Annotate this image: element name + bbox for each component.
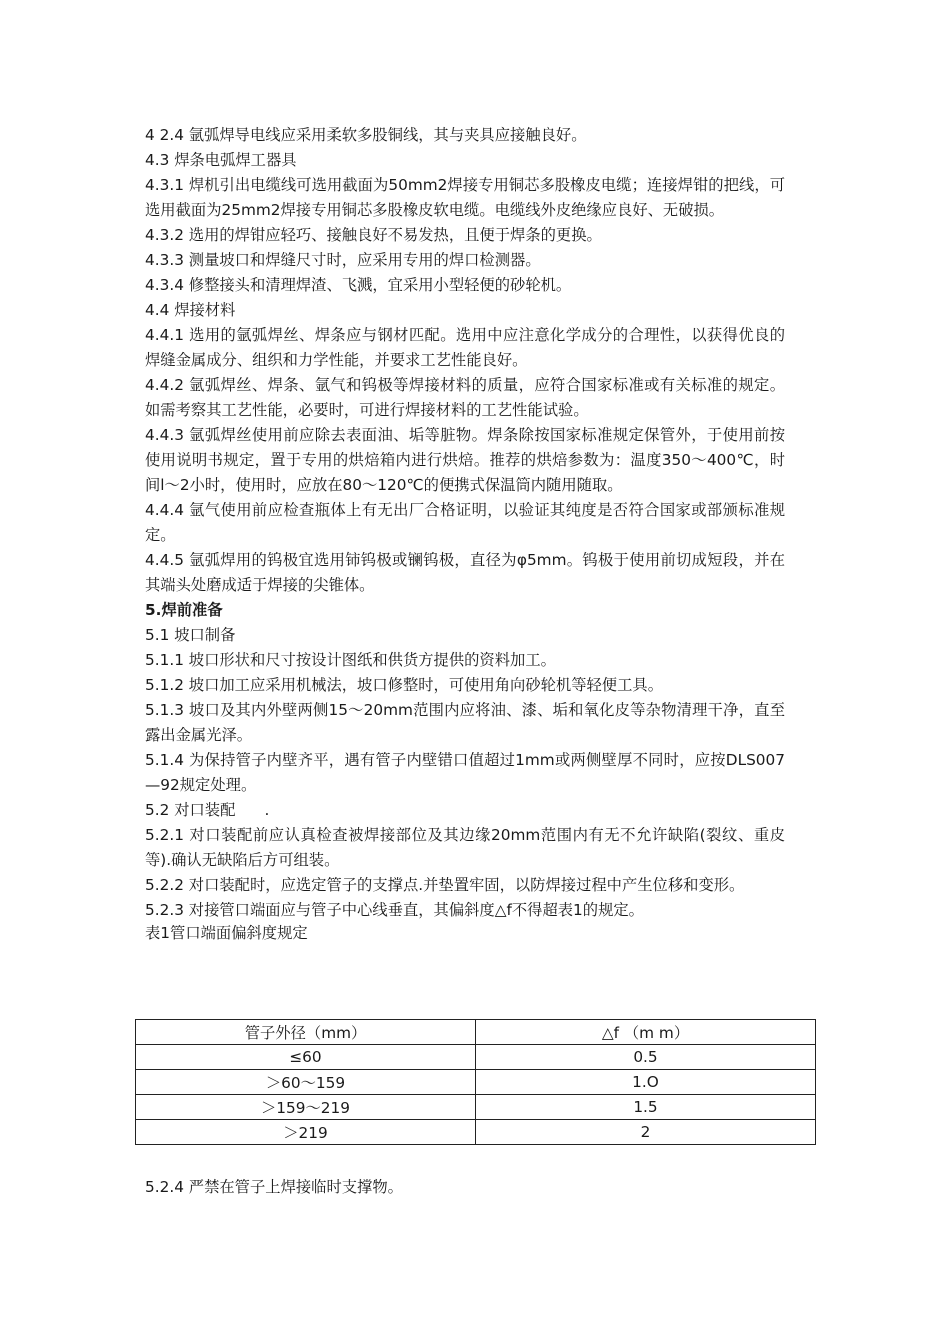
- after-table-block: [145, 1175, 403, 1200]
- table-cell: 0.5: [476, 1045, 816, 1070]
- paragraph-4-4-1: 4.4.1 选用的氩弧焊丝、焊条应与钢材匹配。选用中应注意化学成分的合理性，以获得优良的焊缝金属成分、组织和力学性能，并要求工艺性能良好。: [145, 326, 785, 369]
- column-header-outer-diameter: 管子外径（mm）: [136, 1020, 476, 1045]
- paragraph-4-3-4: 4.3.4 修整接头和清理焊渣、飞溅，宜采用小型轻便的砂轮机。: [145, 276, 572, 294]
- paragraph-5-2-2: 5.2.2 对口装配时，应选定管子的支撑点.并垫置牢固，以防焊接过程中产生位移和变形。: [145, 876, 745, 894]
- table-row: [136, 1045, 816, 1070]
- table-cell: 1.5: [476, 1095, 816, 1120]
- table-cell: 2: [476, 1120, 816, 1145]
- table-caption: 表1管口端面偏斜度规定: [145, 924, 308, 942]
- table-row: [136, 1120, 816, 1145]
- paragraph-4-4-2: 4.4.2 氩弧焊丝、焊条、氩气和钨极等焊接材料的质量，应符合国家标准或有关标准的规定。如需考察其工艺性能，必要时，可进行焊接材料的工艺性能试验。: [145, 376, 785, 419]
- section-heading-5: 5.焊前准备: [145, 601, 223, 619]
- table-cell: ＞60～159: [136, 1070, 476, 1095]
- table-cell: ＞219: [136, 1120, 476, 1145]
- table-row: [136, 1095, 816, 1120]
- paragraph-5-2-4: 5.2.4 严禁在管子上焊接临时支撑物。: [145, 1178, 403, 1196]
- paragraph-5-1-1: 5.1.1 坡口形状和尺寸按设计图纸和供货方提供的资料加工。: [145, 651, 556, 669]
- paragraph-4-3-1: 4.3.1 焊机引出电缆线可选用截面为50mm2焊接专用铜芯多股橡皮电缆；连接焊钳的把线，可选用截面为25mm2焊接专用铜芯多股橡皮软电缆。电缆线外皮绝缘应良好、无破损。: [145, 176, 785, 219]
- table-cell: ≤60: [136, 1045, 476, 1070]
- heading-4-4: 4.4 焊接材料: [145, 301, 236, 319]
- heading-5-1: 5.1 坡口制备: [145, 626, 236, 644]
- heading-5-2: 5.2 对口装配 .: [145, 801, 270, 819]
- paragraph-5-1-4: 5.1.4 为保持管子内壁齐平，遇有管子内壁错口值超过1mm或两侧壁厚不同时，应按DLS007—92规定处理。: [145, 751, 785, 794]
- paragraph-5-1-2: 5.1.2 坡口加工应采用机械法，坡口修整时，可使用角向砂轮机等轻便工具。: [145, 676, 663, 694]
- paragraph-5-2-3: 5.2.3 对接管口端面应与管子中心线垂直，其偏斜度△f不得超表1的规定。: [145, 901, 644, 919]
- document-body: [145, 123, 785, 944]
- column-header-skew: △f （m m）: [476, 1020, 816, 1045]
- paragraph-4-4-4: 4.4.4 氩气使用前应检查瓶体上有无出厂合格证明，以验证其纯度是否符合国家或部颁标准规定。: [145, 501, 785, 544]
- paragraph-4-3-2: 4.3.2 选用的焊钳应轻巧、接触良好不易发热，且便于焊条的更换。: [145, 226, 602, 244]
- table-cell: ＞159～219: [136, 1095, 476, 1120]
- paragraph-4-4-3: 4.4.3 氩弧焊丝使用前应除去表面油、垢等脏物。焊条除按国家标准规定保管外，于使用前按使用说明书规定，置于专用的烘焙箱内进行烘焙。推荐的烘焙参数为：温度350～400℃，时间l～2小时，使用时，应放在80～120℃的便携式保温筒内随用随取。: [145, 426, 785, 494]
- heading-4-3: 4.3 焊条电弧焊工器具: [145, 151, 297, 169]
- table-cell: 1.O: [476, 1070, 816, 1095]
- table-header-row: [136, 1020, 816, 1045]
- paragraph-5-2-1: 5.2.1 对口装配前应认真检查被焊接部位及其边缘20mm范围内有无不允许缺陷(裂纹、重皮等).确认无缺陷后方可组装。: [145, 826, 785, 869]
- paragraph-4-3-3: 4.3.3 测量坡口和焊缝尺寸时，应采用专用的焊口检测器。: [145, 251, 541, 269]
- skew-tolerance-table: [135, 1019, 816, 1145]
- paragraph-4-2-4: 4 2.4 氩弧焊导电线应采用柔软多股铜线，其与夹具应接触良好。: [145, 126, 587, 144]
- paragraph-5-1-3: 5.1.3 坡口及其内外壁两侧15～20mm范围内应将油、漆、垢和氧化皮等杂物清理干净，直至露出金属光泽。: [145, 701, 785, 744]
- paragraph-4-4-5: 4.4.5 氩弧焊用的钨极宜选用铈钨极或镧钨极，直径为φ5mm。钨极于使用前切成短段，并在其端头处磨成适于焊接的尖锥体。: [145, 551, 785, 594]
- table-row: [136, 1070, 816, 1095]
